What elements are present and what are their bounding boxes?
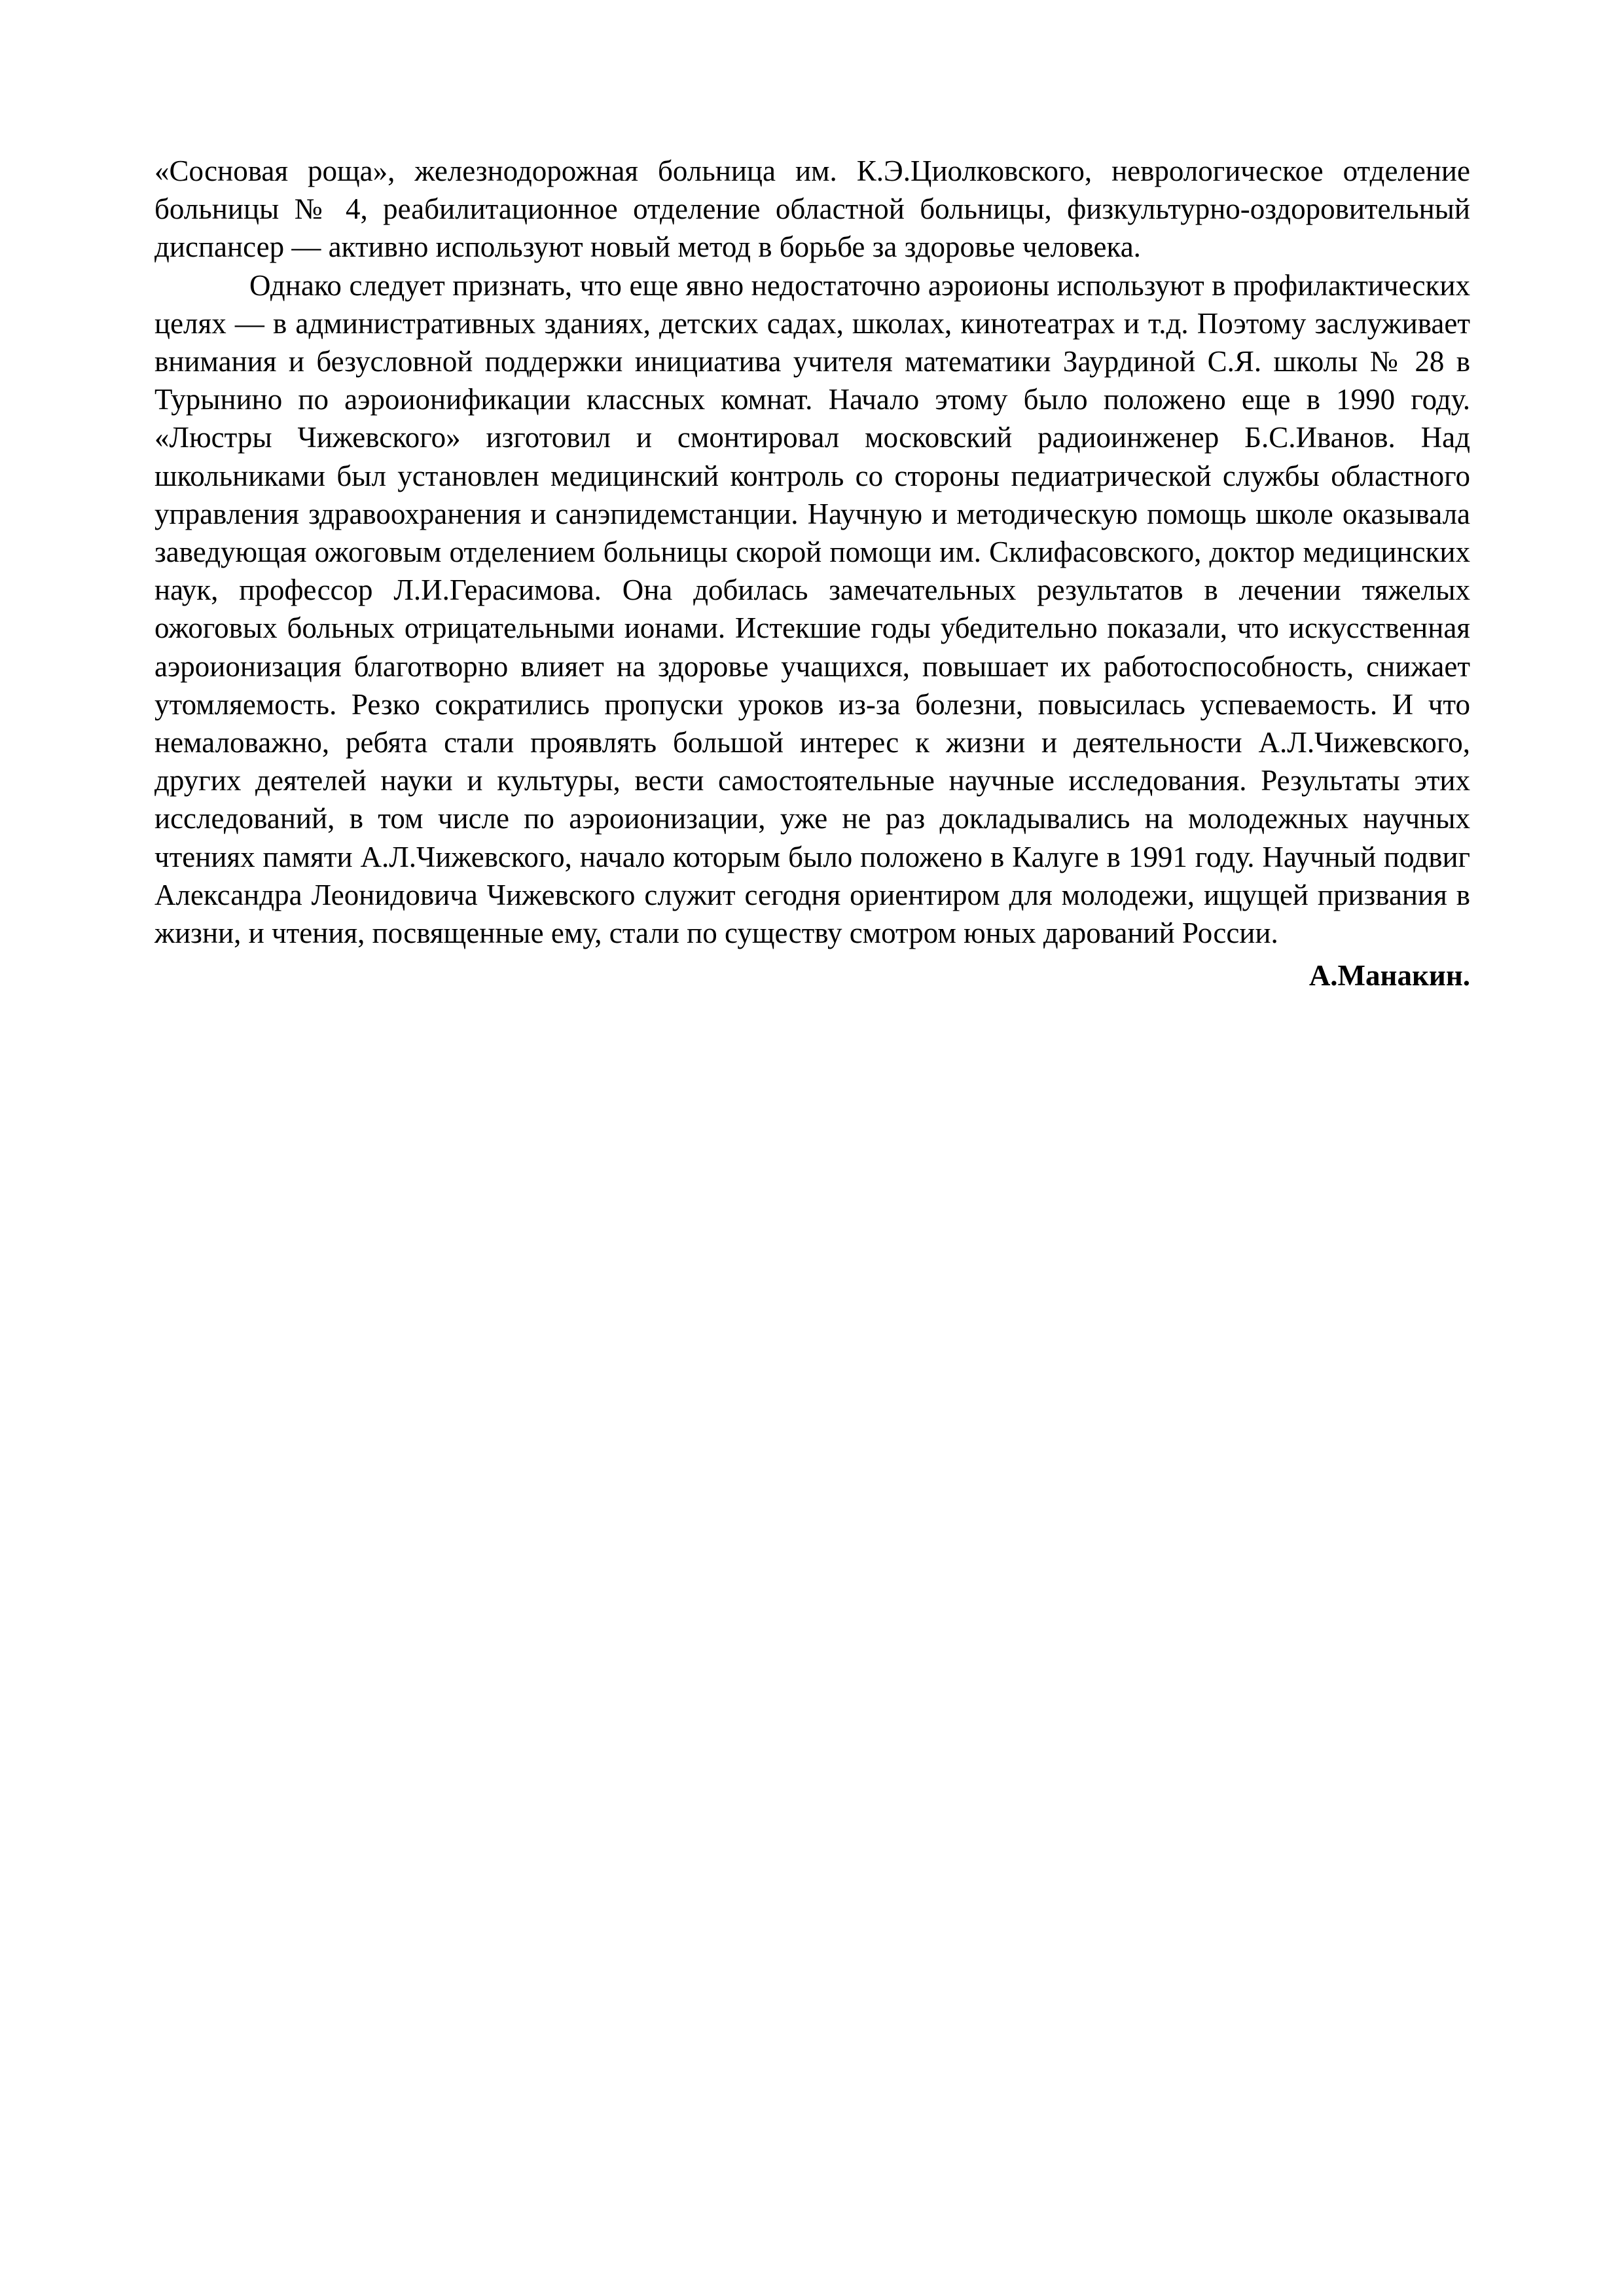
article-body: [154, 152, 1470, 995]
paragraph-continued: «Сосновая роща», железнодорожная больница им. К.Э.Циолковского, неврологическое отделение больницы № 4, реабилитационное отделение областной больницы, физкультурно-оздоровительный диспансер — активно используют новый метод в борьбе за здоровье человека.: [154, 155, 1470, 264]
author-signature: А.Манакин.: [1308, 959, 1470, 993]
paragraph-main: Однако следует признать, что еще явно недостаточно аэроионы используют в профилактических целях — в административных зданиях, детских садах, школах, кинотеатрах и т.д. Поэтому заслуживает внимания и безусловной поддержки инициатива учителя математики Заурдиной С.Я. школы № 28 в Турынино по аэроионификации классных комнат. Начало этому было положено еще в 1990 году. «Люстры Чижевского» изготовил и смонтировал московский радиоинженер Б.С.Иванов. Над школьниками был установлен медицинский контроль со стороны педиатрической службы областного управления здравоохранения и санэпидемстанции. Научную и методическую помощь школе оказывала заведующая ожоговым отделением больницы скорой помощи им. Склифасовского, доктор медицинских наук, профессор Л.И.Герасимова. Она добилась замечательных результатов в лечении тяжелых ожоговых больных отрицательными ионами. Истекшие годы убедительно показали, что искусственная аэроионизация благотворно влияет на здоровье учащихся, повышает их работоспособность, снижает утомляемость. Резко сократились пропуски уроков из-за болезни, повысилась успеваемость. И что немаловажно, ребята стали проявлять большой интерес к жизни и деятельности А.Л.Чижевского, других деятелей науки и культуры, вести самостоятельные научные исследования. Результаты этих исследований, в том числе по аэроионизации, уже не раз докладывались на молодежных научных чтениях памяти А.Л.Чижевского, начало которым было положено в Калуге в 1991 году. Научный подвиг Александра Леонидовича Чижевского служит сегодня ориентиром для молодежи, ищущей призвания в жизни, и чтения, посвященные ему, стали по существу смотром юных дарований России.: [154, 268, 1470, 950]
